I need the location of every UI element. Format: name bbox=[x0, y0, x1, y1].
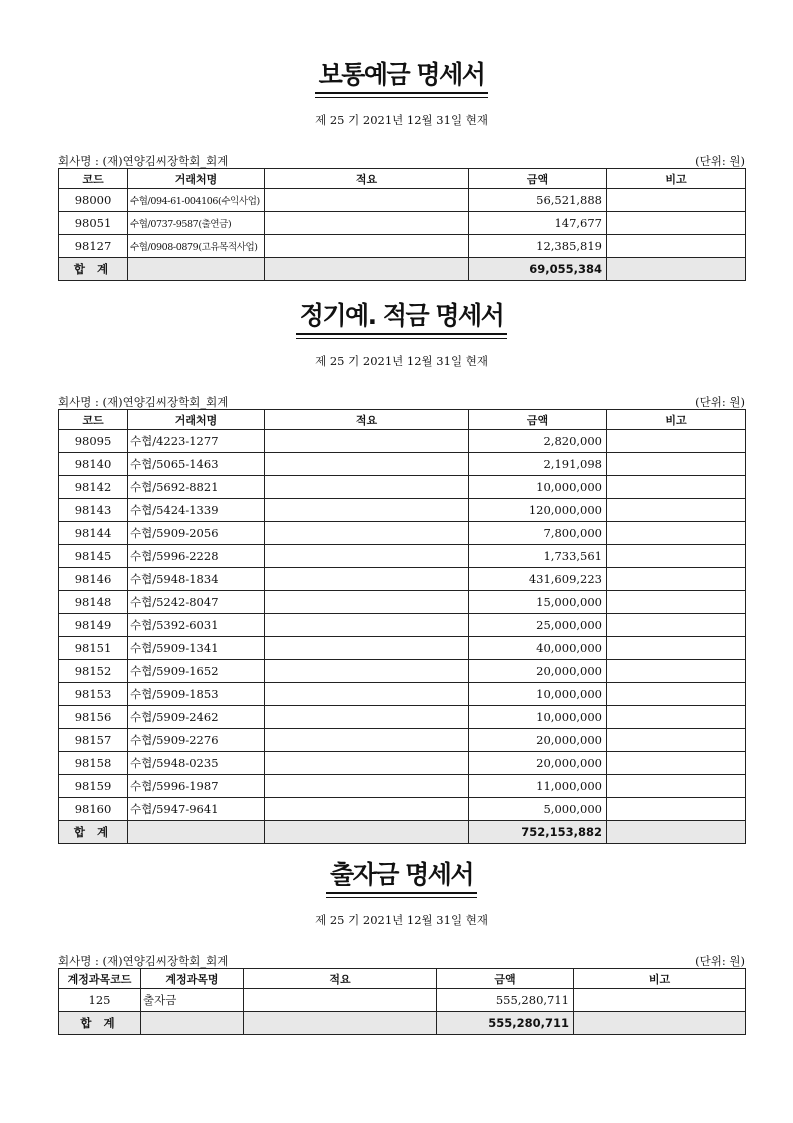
code-cell: 98157 bbox=[59, 729, 128, 752]
account-name-cell: 수협/5424-1339 bbox=[128, 499, 265, 522]
amount-cell: 7,800,000 bbox=[469, 522, 607, 545]
col-header-code: 코드 bbox=[59, 169, 128, 189]
col-header-memo: 적요 bbox=[265, 169, 469, 189]
total-amount: 752,153,882 bbox=[469, 821, 607, 844]
code-cell: 98000 bbox=[59, 189, 128, 212]
total-row bbox=[59, 821, 746, 844]
amount-cell: 555,280,711 bbox=[437, 989, 574, 1012]
table-row bbox=[59, 499, 746, 522]
memo-cell bbox=[265, 568, 469, 591]
note-cell bbox=[607, 430, 746, 453]
note-cell bbox=[607, 614, 746, 637]
col-header-code: 계정과목코드 bbox=[59, 969, 141, 989]
note-cell bbox=[607, 660, 746, 683]
amount-cell: 20,000,000 bbox=[469, 729, 607, 752]
account-name-cell: 수협/5996-2228 bbox=[128, 545, 265, 568]
col-header-note: 비고 bbox=[574, 969, 746, 989]
note-cell bbox=[607, 545, 746, 568]
account-name-cell: 수협/5996-1987 bbox=[128, 775, 265, 798]
memo-cell bbox=[265, 637, 469, 660]
memo-cell bbox=[265, 591, 469, 614]
unit-label: (단위: 원) bbox=[695, 954, 745, 968]
period-label: 제 25 기 2021년 12월 31일 현재 bbox=[315, 354, 488, 368]
memo-cell bbox=[265, 706, 469, 729]
memo-cell bbox=[265, 752, 469, 775]
account-name-cell: 수협/5909-2056 bbox=[128, 522, 265, 545]
empty-cell bbox=[244, 1012, 437, 1035]
note-cell bbox=[607, 798, 746, 821]
amount-cell: 2,820,000 bbox=[469, 430, 607, 453]
total-amount: 69,055,384 bbox=[469, 258, 607, 281]
account-name-cell: 출자금 bbox=[141, 989, 244, 1012]
code-cell: 98095 bbox=[59, 430, 128, 453]
code-cell: 98140 bbox=[59, 453, 128, 476]
amount-cell: 56,521,888 bbox=[469, 189, 607, 212]
memo-cell bbox=[265, 430, 469, 453]
section-title: 보통예금 명세서 bbox=[315, 60, 489, 94]
table-row bbox=[59, 637, 746, 660]
account-name-cell: 수협/0737-9587(출연금) bbox=[128, 212, 265, 235]
note-cell bbox=[574, 989, 746, 1012]
amount-cell: 11,000,000 bbox=[469, 775, 607, 798]
code-cell: 98153 bbox=[59, 683, 128, 706]
table-row bbox=[59, 522, 746, 545]
amount-cell: 12,385,819 bbox=[469, 235, 607, 258]
account-name-cell: 수협/5948-0235 bbox=[128, 752, 265, 775]
table-row bbox=[59, 729, 746, 752]
table-row bbox=[59, 568, 746, 591]
total-label: 합 계 bbox=[59, 821, 128, 844]
empty-cell bbox=[607, 821, 746, 844]
period-label: 제 25 기 2021년 12월 31일 현재 bbox=[315, 113, 488, 127]
code-cell: 98158 bbox=[59, 752, 128, 775]
account-name-cell: 수협/5947-9641 bbox=[128, 798, 265, 821]
code-cell: 98156 bbox=[59, 706, 128, 729]
account-name-cell: 수협/5392-6031 bbox=[128, 614, 265, 637]
table-header-row bbox=[59, 969, 746, 989]
table-row bbox=[59, 706, 746, 729]
table-header-row bbox=[59, 410, 746, 430]
amount-cell: 120,000,000 bbox=[469, 499, 607, 522]
table-row bbox=[59, 798, 746, 821]
code-cell: 98149 bbox=[59, 614, 128, 637]
table-row bbox=[59, 545, 746, 568]
empty-cell bbox=[265, 258, 469, 281]
amount-cell: 40,000,000 bbox=[469, 637, 607, 660]
account-name-cell: 수협/094-61-004106(수익사업) bbox=[128, 189, 265, 212]
col-header-amount: 금액 bbox=[437, 969, 574, 989]
code-cell: 98151 bbox=[59, 637, 128, 660]
col-header-amount: 금액 bbox=[469, 410, 607, 430]
account-name-cell: 수협/4223-1277 bbox=[128, 430, 265, 453]
meta-row bbox=[58, 954, 745, 968]
empty-cell bbox=[607, 258, 746, 281]
col-header-amount: 금액 bbox=[469, 169, 607, 189]
memo-cell bbox=[265, 522, 469, 545]
table-row bbox=[59, 453, 746, 476]
section-savings bbox=[58, 60, 745, 281]
code-cell: 98127 bbox=[59, 235, 128, 258]
unit-label: (단위: 원) bbox=[695, 395, 745, 409]
empty-cell bbox=[265, 821, 469, 844]
savings-table bbox=[58, 168, 746, 281]
total-amount: 555,280,711 bbox=[437, 1012, 574, 1035]
total-row bbox=[59, 1012, 746, 1035]
total-label: 합 계 bbox=[59, 1012, 141, 1035]
note-cell bbox=[607, 453, 746, 476]
account-name-cell: 수협/5909-2276 bbox=[128, 729, 265, 752]
col-header-memo: 적요 bbox=[265, 410, 469, 430]
account-name-cell: 수협/5242-8047 bbox=[128, 591, 265, 614]
table-row bbox=[59, 212, 746, 235]
col-header-memo: 적요 bbox=[244, 969, 437, 989]
account-name-cell: 수협/5909-1853 bbox=[128, 683, 265, 706]
table-row bbox=[59, 235, 746, 258]
note-cell bbox=[607, 706, 746, 729]
account-name-cell: 수협/5948-1834 bbox=[128, 568, 265, 591]
memo-cell bbox=[265, 453, 469, 476]
memo-cell bbox=[265, 660, 469, 683]
code-cell: 98159 bbox=[59, 775, 128, 798]
amount-cell: 10,000,000 bbox=[469, 683, 607, 706]
account-name-cell: 수협/5909-1652 bbox=[128, 660, 265, 683]
code-cell: 98142 bbox=[59, 476, 128, 499]
col-header-note: 비고 bbox=[607, 169, 746, 189]
memo-cell bbox=[265, 212, 469, 235]
memo-cell bbox=[265, 189, 469, 212]
amount-cell: 147,677 bbox=[469, 212, 607, 235]
memo-cell bbox=[265, 614, 469, 637]
code-cell: 98146 bbox=[59, 568, 128, 591]
note-cell bbox=[607, 189, 746, 212]
note-cell bbox=[607, 499, 746, 522]
amount-cell: 431,609,223 bbox=[469, 568, 607, 591]
deposits-table bbox=[58, 409, 746, 844]
amount-cell: 20,000,000 bbox=[469, 660, 607, 683]
memo-cell bbox=[265, 798, 469, 821]
amount-cell: 5,000,000 bbox=[469, 798, 607, 821]
table-row bbox=[59, 989, 746, 1012]
code-cell: 98145 bbox=[59, 545, 128, 568]
note-cell bbox=[607, 637, 746, 660]
note-cell bbox=[607, 775, 746, 798]
table-row bbox=[59, 430, 746, 453]
memo-cell bbox=[265, 235, 469, 258]
code-cell: 98051 bbox=[59, 212, 128, 235]
company-name: 회사명 : (재)연양김씨장학회_회계 bbox=[58, 395, 229, 409]
table-row bbox=[59, 614, 746, 637]
code-cell: 98143 bbox=[59, 499, 128, 522]
note-cell bbox=[607, 212, 746, 235]
memo-cell bbox=[265, 729, 469, 752]
table-row bbox=[59, 591, 746, 614]
table-row bbox=[59, 660, 746, 683]
amount-cell: 15,000,000 bbox=[469, 591, 607, 614]
table-row bbox=[59, 752, 746, 775]
account-name-cell: 수협/5909-2462 bbox=[128, 706, 265, 729]
unit-label: (단위: 원) bbox=[695, 154, 745, 168]
empty-cell bbox=[128, 258, 265, 281]
section-investment bbox=[58, 860, 745, 1035]
note-cell bbox=[607, 568, 746, 591]
company-name: 회사명 : (재)연양김씨장학회_회계 bbox=[58, 154, 229, 168]
section-title: 출자금 명세서 bbox=[326, 860, 477, 894]
period-label: 제 25 기 2021년 12월 31일 현재 bbox=[315, 913, 488, 927]
col-header-name: 거래처명 bbox=[128, 410, 265, 430]
note-cell bbox=[607, 476, 746, 499]
amount-cell: 10,000,000 bbox=[469, 476, 607, 499]
col-header-note: 비고 bbox=[607, 410, 746, 430]
section-title: 정기예. 적금 명세서 bbox=[296, 301, 508, 335]
total-label: 합 계 bbox=[59, 258, 128, 281]
code-cell: 98152 bbox=[59, 660, 128, 683]
amount-cell: 20,000,000 bbox=[469, 752, 607, 775]
code-cell: 98144 bbox=[59, 522, 128, 545]
meta-row bbox=[58, 395, 745, 409]
table-row bbox=[59, 683, 746, 706]
account-name-cell: 수협/5065-1463 bbox=[128, 453, 265, 476]
section-deposits bbox=[58, 301, 745, 844]
table-header-row bbox=[59, 169, 746, 189]
code-cell: 98160 bbox=[59, 798, 128, 821]
table-row bbox=[59, 189, 746, 212]
empty-cell bbox=[141, 1012, 244, 1035]
col-header-code: 코드 bbox=[59, 410, 128, 430]
company-name: 회사명 : (재)연양김씨장학회_회계 bbox=[58, 954, 229, 968]
note-cell bbox=[607, 522, 746, 545]
investment-table bbox=[58, 968, 746, 1035]
amount-cell: 10,000,000 bbox=[469, 706, 607, 729]
note-cell bbox=[607, 729, 746, 752]
memo-cell bbox=[265, 775, 469, 798]
empty-cell bbox=[574, 1012, 746, 1035]
memo-cell bbox=[265, 499, 469, 522]
note-cell bbox=[607, 683, 746, 706]
account-name-cell: 수협/5692-8821 bbox=[128, 476, 265, 499]
amount-cell: 1,733,561 bbox=[469, 545, 607, 568]
col-header-name: 거래처명 bbox=[128, 169, 265, 189]
amount-cell: 2,191,098 bbox=[469, 453, 607, 476]
memo-cell bbox=[244, 989, 437, 1012]
memo-cell bbox=[265, 545, 469, 568]
meta-row bbox=[58, 154, 745, 168]
account-name-cell: 수협/5909-1341 bbox=[128, 637, 265, 660]
table-row bbox=[59, 476, 746, 499]
note-cell bbox=[607, 235, 746, 258]
empty-cell bbox=[128, 821, 265, 844]
amount-cell: 25,000,000 bbox=[469, 614, 607, 637]
code-cell: 125 bbox=[59, 989, 141, 1012]
note-cell bbox=[607, 752, 746, 775]
account-name-cell: 수협/0908-0879(고유목적사업) bbox=[128, 235, 265, 258]
col-header-name: 계정과목명 bbox=[141, 969, 244, 989]
table-row bbox=[59, 775, 746, 798]
note-cell bbox=[607, 591, 746, 614]
memo-cell bbox=[265, 683, 469, 706]
memo-cell bbox=[265, 476, 469, 499]
total-row bbox=[59, 258, 746, 281]
code-cell: 98148 bbox=[59, 591, 128, 614]
